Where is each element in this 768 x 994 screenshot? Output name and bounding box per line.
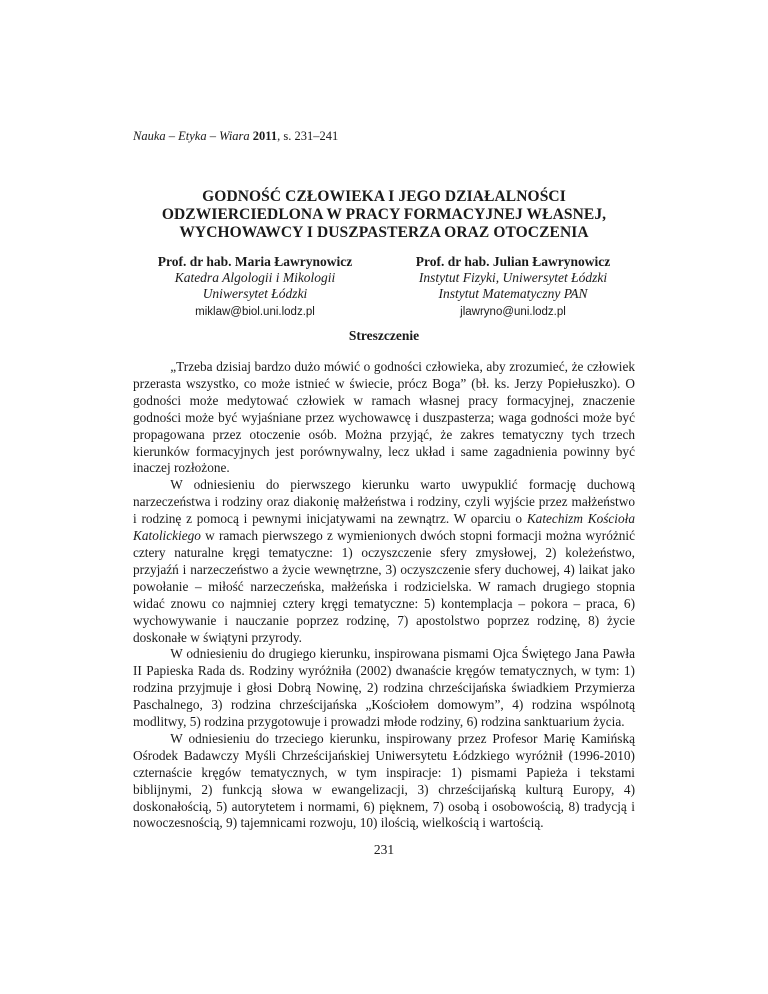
author-affiliation: Katedra Algologii i Mikologii — [174, 270, 336, 285]
author-email: miklaw@biol.uni.lodz.pl — [195, 306, 315, 318]
author-affiliation: Instytut Matematyczny PAN — [438, 286, 588, 301]
abstract-paragraph-2 — [133, 477, 635, 646]
author-name: Prof. dr hab. Julian Ławrynowicz — [415, 254, 611, 269]
book-title: Katechizm Kościoła Katolickiego — [133, 511, 635, 544]
author-name: Prof. dr hab. Maria Ławrynowicz — [157, 254, 353, 269]
paragraph-text: w ramach pierwszego z wymienionych dwóch stopni formacji można wyróżnić cztery naturalne kręgi tematyczne: 1) oczyszczenie sfery zmysłowej, 2) koleżeństwo, przyjaźń i narzeczeństwo a życie wewnętrzne, 3) oczyszczenie sfery duchowej, 4) laikat jako powołanie – miłość narzeczeńska, małżeńska i rodzicielska. W ramach drugiego stopnia widać znowu co najmniej cztery kręgi tematyczne: 5) kontemplacja – pokora – praca, 6) wychowywanie i nauczanie poprzez rodzinę, 7) apostolstwo poprzez rodzinę, 8) życie doskonałe w świątyni przyrody. — [133, 528, 635, 645]
title-line: WYCHOWAWCY I DUSZPASTERZA ORAZ OTOCZENIA — [179, 224, 589, 241]
author-affiliation: Instytut Fizyki, Uniwersytet Łódzki — [418, 270, 608, 285]
title-line: ODZWIERCIEDLONA W PRACY FORMACYJNEJ WŁASNEJ, — [161, 206, 607, 223]
abstract-body — [133, 359, 635, 832]
author-1 — [133, 254, 377, 320]
title-line: GODNOŚĆ CZŁOWIEKA I JEGO DZIAŁALNOŚCI — [202, 188, 566, 205]
abstract-paragraph-3: W odniesieniu do drugiego kierunku, inspirowana pismami Ojca Świętego Jana Pawła II Papieska Rada ds. Rodziny wyróżniła (2002) dwanaście kręgów tematycznych, w tym: 1) rodzina przyjmuje i głosi Dobrą Nowinę, 2) rodzina chrześcijańska świadkiem Przymierza Paschalnego, 3) rodzina chrześcijańska „Kościołem domowym”, 4) rodzina wspólnotą modlitwy, 5) rodzina przygotowuje i prowadzi młode rodziny, 6) rodzina sanktuarium życia. — [133, 646, 635, 730]
paragraph-text: W odniesieniu do pierwszego kierunku warto uwypuklić formację duchową narzeczeństwa i rodziny oraz diakonię małżeństwa i rodziny, czyli wyjście przez małżeństwo i rodzinę z pomocą i pewnymi inicjatywami na zewnątrz. W oparciu o — [133, 477, 635, 527]
page-number: 231 — [373, 842, 395, 857]
journal-pages: , s. 231–241 — [277, 129, 339, 143]
journal-year: 2011 — [252, 129, 278, 143]
running-head — [133, 128, 338, 144]
author-block — [133, 254, 635, 320]
author-affiliation: Uniwersytet Łódzki — [202, 286, 308, 301]
abstract-heading: Streszczenie — [348, 328, 420, 343]
author-2 — [391, 254, 635, 320]
abstract-paragraph-4: W odniesieniu do trzeciego kierunku, inspirowany przez Profesor Marię Kamińską Ośrodek Badawczy Myśli Chrześcijańskiej Uniwersytetu Łódzkiego wyróżnił (1996-2010) czternaście kręgów tematycznych, w tym inspiracje: 1) pismami Papieża i tekstami biblijnymi, 2) funkcją słowa w ewangelizacji, 3) chrześcijańską kulturą Europy, 4) doskonałością, 5) autorytetem i normami, 6) pięknem, 7) osobą i osobowością, 8) tradycją i nowoczesnością, 9) tajemnicami rozwoju, 10) ilością, wielkością i wartością. — [133, 730, 635, 831]
author-email: jlawryno@uni.lodz.pl — [460, 306, 566, 318]
abstract-paragraph-1: „Trzeba dzisiaj bardzo dużo mówić o godności człowieka, aby zrozumieć, że człowiek przerasta wszystko, co może istnieć w świecie, prócz Boga” (bł. ks. Jerzy Popiełuszko). O godności może medytować człowiek w ramach własnej pracy formacyjnej, znaczenie godności może być wyjaśniane przez wychowawcę i duszpasterza; waga godności może być propagowana przez otoczenie osób. Można przyjąć, że zakres tematyczny tych trzech kierunków formacyjnych jest porównywalny, lecz układ i same zagadnienia powinny być inaczej rozłożone. — [133, 359, 635, 476]
article-title — [100, 188, 668, 242]
journal-name: Nauka – Etyka – Wiara — [133, 129, 250, 143]
